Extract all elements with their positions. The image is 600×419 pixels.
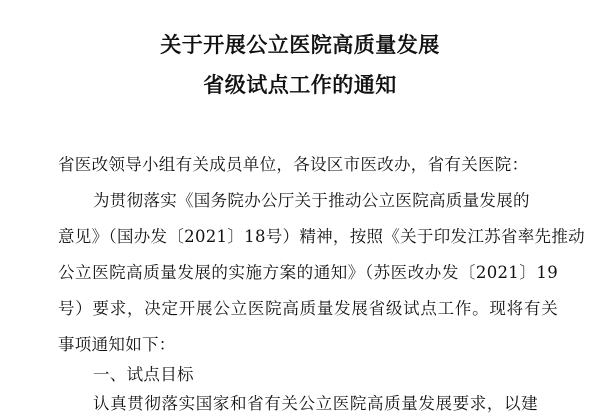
paragraph-1-line-3: 公立医院高质量发展的实施方案的通知》（苏医改办发〔2021〕19 [58, 263, 558, 282]
section-heading-1: 一、试点目标 [93, 365, 194, 384]
document-title-line-1: 关于开展公立医院高质量发展 [160, 33, 440, 57]
paragraph-2-line-1: 认真贯彻落实国家和省有关公立医院高质量发展要求，以建 [93, 394, 538, 413]
paragraph-1-line-4: 号）要求，决定开展公立医院高质量发展省级试点工作。现将有关 [58, 299, 558, 318]
paragraph-1-line-5: 事项通知如下： [58, 335, 176, 354]
document-title-line-2: 省级试点工作的通知 [203, 73, 397, 97]
paragraph-1-line-1: 为贯彻落实《国务院办公厅关于推动公立医院高质量发展的 [93, 191, 530, 210]
salutation: 省医改领导小组有关成员单位，各设区市医改办，省有关医院： [58, 155, 529, 174]
paragraph-1-line-2: 意见》（国办发〔2021〕18号）精神，按照《关于印发江苏省率先推动 [58, 227, 585, 246]
